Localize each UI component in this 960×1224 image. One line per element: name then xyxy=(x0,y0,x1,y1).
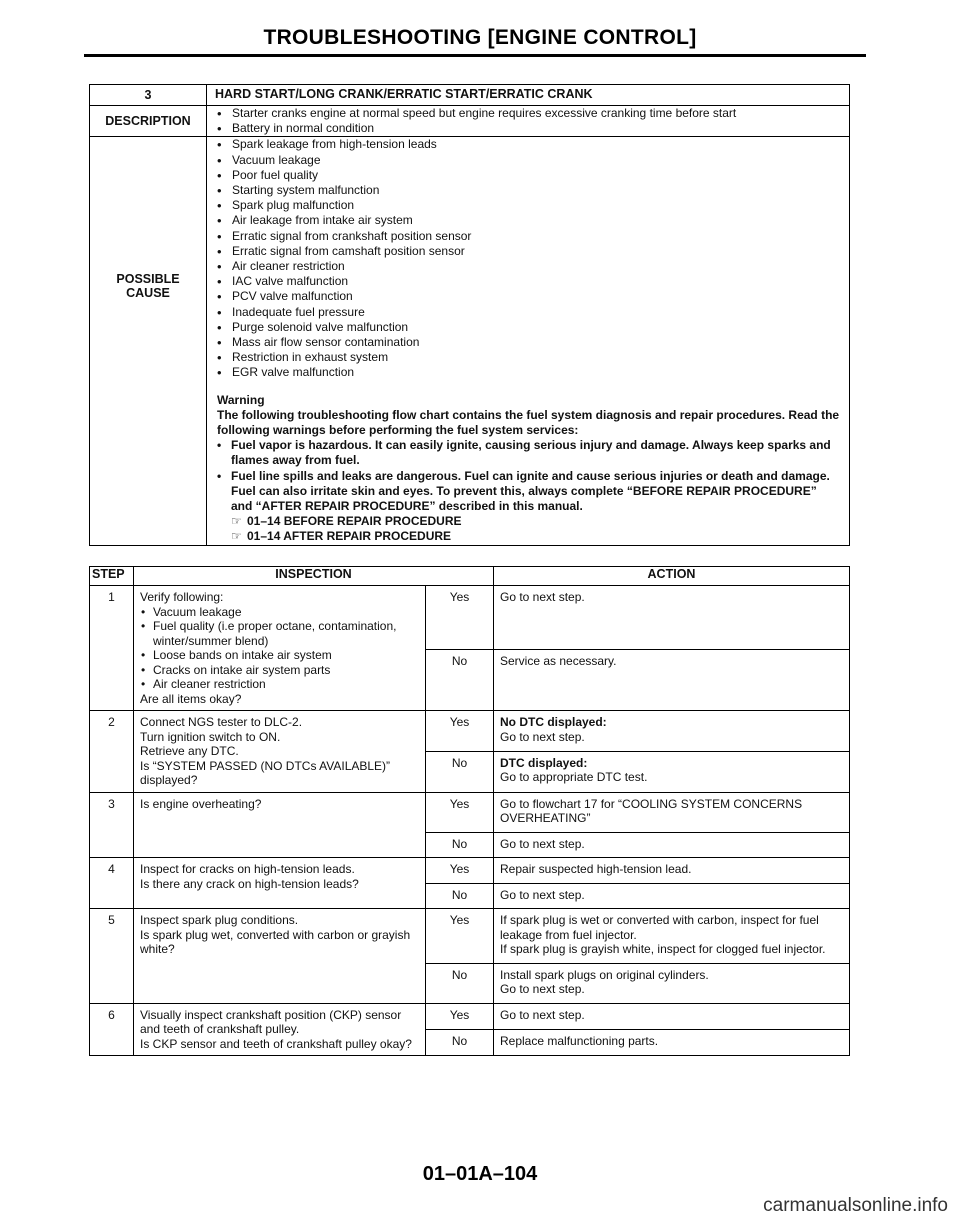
warning-list xyxy=(217,438,841,514)
table-row xyxy=(90,909,850,964)
reference-hand-icon: ☞ xyxy=(231,514,242,529)
list-item: • Fuel vapor is hazardous. It can easily ignite, causing serious injury and damage. Always keep sparks and flames away from fuel. xyxy=(217,438,841,468)
action-yes: Go to next step. xyxy=(494,1003,850,1029)
description-label: DESCRIPTION xyxy=(90,106,207,137)
column-header-inspection: INSPECTION xyxy=(134,567,494,586)
inspection-line: Inspect spark plug conditions. xyxy=(140,913,299,927)
table-header-row xyxy=(90,567,850,586)
possible-cause-cell xyxy=(207,137,850,545)
inspection-list xyxy=(140,605,419,692)
action-heading: DTC displayed: xyxy=(500,755,588,770)
answer-yes: Yes xyxy=(426,909,494,964)
list-item: • Erratic signal from camshaft position sensor xyxy=(217,244,841,259)
list-item: • Starter cranks engine at normal speed but engine requires excessive cranking time before start xyxy=(217,106,841,121)
reference-text: 01–14 BEFORE REPAIR PROCEDURE xyxy=(247,514,462,529)
inspection-line: Retrieve any DTC. xyxy=(140,744,239,758)
symptom-title: HARD START/LONG CRANK/ERRATIC START/ERRATIC CRANK xyxy=(207,85,850,106)
reference-link-after[interactable] xyxy=(217,529,841,544)
action-no: Go to next step. xyxy=(494,883,850,909)
list-item: • Battery in normal condition xyxy=(217,121,841,136)
list-item: • Spark plug malfunction xyxy=(217,198,841,213)
step-inspection: Is engine overheating? xyxy=(134,792,426,858)
table-row xyxy=(90,792,850,832)
action-no: Go to next step. xyxy=(494,832,850,858)
symptom-table xyxy=(89,84,850,546)
step-number: 5 xyxy=(90,909,134,1004)
description-row xyxy=(90,106,850,137)
action-yes: Go to flowchart 17 for “COOLING SYSTEM CONCERNS OVERHEATING” xyxy=(494,792,850,832)
list-item: • Vacuum leakage xyxy=(217,153,841,168)
list-item: • Spark leakage from high-tension leads xyxy=(217,137,841,152)
description-list xyxy=(207,106,849,136)
action-text: Install spark plugs on original cylinders. xyxy=(500,967,709,982)
list-item: • Air leakage from intake air system xyxy=(217,213,841,228)
step-number: 2 xyxy=(90,711,134,793)
reference-link-before[interactable] xyxy=(217,514,841,529)
action-yes xyxy=(494,909,850,964)
possible-cause-list xyxy=(207,137,849,380)
list-item: • Vacuum leakage xyxy=(140,605,419,620)
action-no xyxy=(494,963,850,1003)
action-text: Go to appropriate DTC test. xyxy=(500,770,648,785)
step-number: 1 xyxy=(90,586,134,711)
action-heading: No DTC displayed: xyxy=(500,715,607,729)
warning-block xyxy=(207,381,849,545)
step-inspection xyxy=(134,858,426,909)
inspection-line: Is spark plug wet, converted with carbon or grayish white? xyxy=(140,927,411,956)
action-yes: Repair suspected high-tension lead. xyxy=(494,858,850,884)
action-text: If spark plug is wet or converted with carbon, inspect for fuel leakage from fuel injector. xyxy=(500,913,819,942)
answer-yes: Yes xyxy=(426,858,494,884)
list-item: • Fuel line spills and leaks are dangerous. Fuel can ignite and cause serious injuries or death and damage. Fuel can also irritate skin and eyes. To prevent this, always complete “BEFORE REPAIR PROCEDURE” and “AFTER REPAIR PROCEDURE” described in this manual. xyxy=(217,469,841,515)
action-text: Go to next step. xyxy=(500,729,585,744)
list-item: • Starting system malfunction xyxy=(217,183,841,198)
step-number: 4 xyxy=(90,858,134,909)
list-item: • Cracks on intake air system parts xyxy=(140,663,419,678)
inspection-question: Are all items okay? xyxy=(140,691,242,706)
inspection-line: Is CKP sensor and teeth of crankshaft pulley okay? xyxy=(140,1036,412,1051)
action-text: Go to next step. xyxy=(500,982,585,996)
list-item: • Mass air flow sensor contamination xyxy=(217,335,841,350)
action-text: If spark plug is grayish white, inspect for clogged fuel injector. xyxy=(500,942,826,956)
possible-cause-row xyxy=(90,137,850,545)
step-inspection xyxy=(134,1003,426,1056)
table-row xyxy=(90,858,850,884)
inspection-line: Is there any crack on high-tension leads? xyxy=(140,876,359,891)
answer-yes: Yes xyxy=(426,711,494,752)
list-item: • IAC valve malfunction xyxy=(217,274,841,289)
warning-intro: The following troubleshooting flow chart contains the fuel system diagnosis and repair procedures. Read the following warnings before performing the fuel system services: xyxy=(217,407,840,438)
answer-no: No xyxy=(426,649,494,710)
list-item: • Air cleaner restriction xyxy=(217,259,841,274)
step-inspection xyxy=(134,909,426,1004)
possible-cause-label-line2: CAUSE xyxy=(126,286,170,301)
inspection-intro: Verify following: xyxy=(140,590,224,604)
inspection-table xyxy=(89,566,850,1056)
symptom-header-row xyxy=(90,85,850,106)
step-number: 6 xyxy=(90,1003,134,1056)
symptom-number: 3 xyxy=(90,85,207,106)
action-yes: Go to next step. xyxy=(494,586,850,650)
page-number: 01–01A–104 xyxy=(422,1163,538,1185)
answer-no: No xyxy=(426,1029,494,1055)
warning-heading: Warning xyxy=(217,392,265,407)
watermark: carmanualsonline.info xyxy=(763,1195,948,1216)
list-item: • Erratic signal from crankshaft position sensor xyxy=(217,229,841,244)
answer-no: No xyxy=(426,963,494,1003)
list-item: • EGR valve malfunction xyxy=(217,365,841,380)
inspection-line: Is “SYSTEM PASSED (NO DTCs AVAILABLE)” displayed? xyxy=(140,758,391,787)
list-item: • Inadequate fuel pressure xyxy=(217,305,841,320)
answer-no: No xyxy=(426,883,494,909)
table-row xyxy=(90,1003,850,1029)
column-header-action: ACTION xyxy=(494,567,850,586)
table-row xyxy=(90,711,850,752)
inspection-line: Inspect for cracks on high-tension leads. xyxy=(140,862,355,876)
list-item: • Poor fuel quality xyxy=(217,168,841,183)
action-no xyxy=(494,751,850,792)
list-item: • Purge solenoid valve malfunction xyxy=(217,320,841,335)
possible-cause-label-line1: POSSIBLE xyxy=(116,272,180,287)
answer-yes: Yes xyxy=(426,792,494,832)
answer-yes: Yes xyxy=(426,1003,494,1029)
inspection-line: Visually inspect crankshaft position (CKP) sensor and teeth of crankshaft pulley. xyxy=(140,1007,402,1036)
list-item: • Restriction in exhaust system xyxy=(217,350,841,365)
inspection-line: Connect NGS tester to DLC-2. xyxy=(140,715,303,729)
answer-no: No xyxy=(426,832,494,858)
answer-yes: Yes xyxy=(426,586,494,650)
reference-text: 01–14 AFTER REPAIR PROCEDURE xyxy=(247,529,452,544)
possible-cause-label xyxy=(90,137,207,545)
action-no: Replace malfunctioning parts. xyxy=(494,1029,850,1055)
answer-no: No xyxy=(426,751,494,792)
list-item: • Fuel quality (i.e proper octane, contamination, winter/summer blend) xyxy=(140,619,419,648)
list-item: • Air cleaner restriction xyxy=(140,677,419,692)
action-yes xyxy=(494,711,850,752)
inspection-line: Turn ignition switch to ON. xyxy=(140,729,281,744)
step-number: 3 xyxy=(90,792,134,858)
step-inspection xyxy=(134,586,426,711)
action-no: Service as necessary. xyxy=(494,649,850,710)
column-header-step: STEP xyxy=(90,567,134,586)
description-cell xyxy=(207,106,850,137)
list-item: • Loose bands on intake air system xyxy=(140,648,419,663)
reference-hand-icon: ☞ xyxy=(231,529,242,544)
table-row xyxy=(90,586,850,650)
page-title: TROUBLESHOOTING [ENGINE CONTROL] xyxy=(263,26,697,49)
title-rule xyxy=(84,54,866,57)
list-item: • PCV valve malfunction xyxy=(217,289,841,304)
step-inspection xyxy=(134,711,426,793)
